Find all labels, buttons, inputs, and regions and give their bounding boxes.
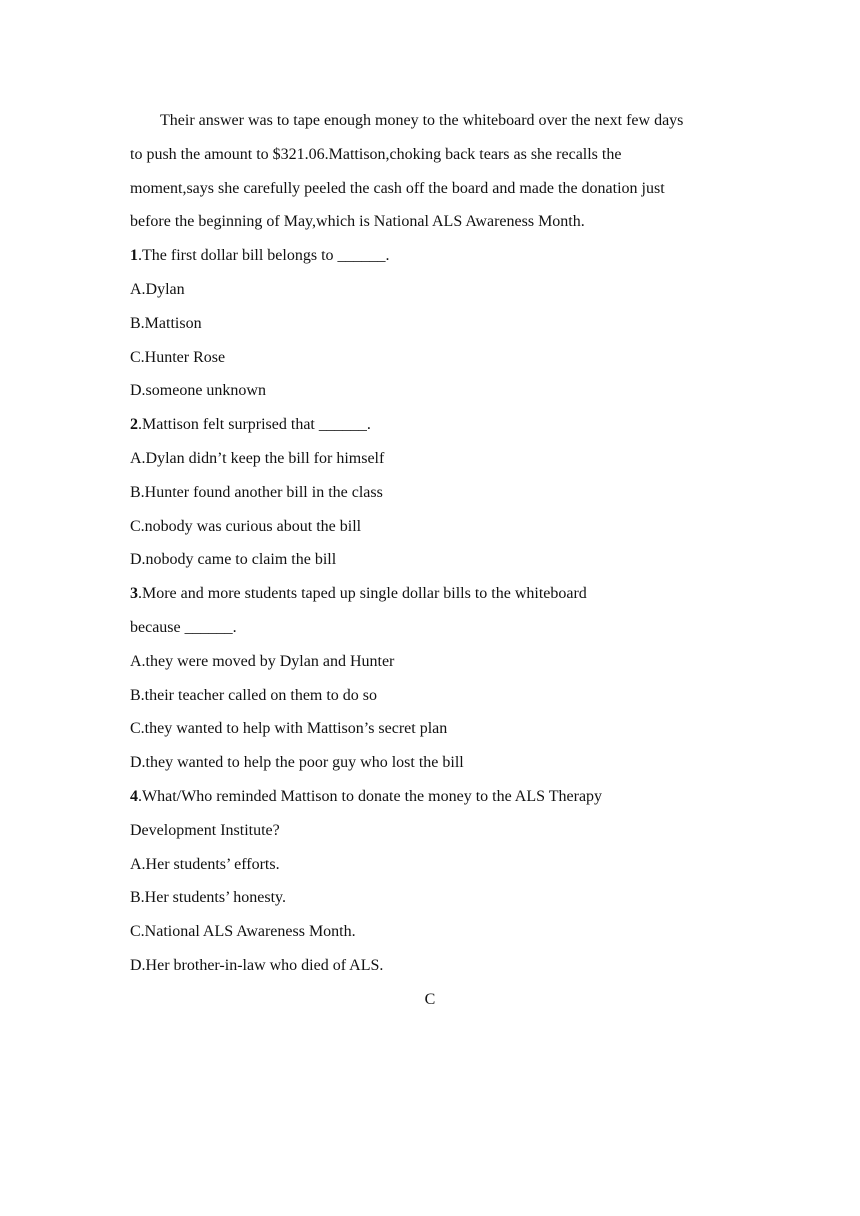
option-a: A.they were moved by Dylan and Hunter <box>130 652 395 670</box>
passage-paragraph <box>130 104 740 239</box>
passage-line: to push the amount to $321.06.Mattison,choking back tears as she recalls the <box>130 145 622 163</box>
option-d: D.Her brother-in-law who died of ALS. <box>130 956 384 974</box>
question-text: .Mattison felt surprised that ______. <box>138 416 371 434</box>
option-d: D.they wanted to help the poor guy who lost the bill <box>130 754 464 772</box>
option-a: A.Dylan <box>130 280 185 298</box>
question-text: .What/Who reminded Mattison to donate the money to the ALS Therapy <box>138 787 603 805</box>
option-c: C.nobody was curious about the bill <box>130 517 362 535</box>
option-b: B.Hunter found another bill in the class <box>130 483 383 501</box>
question-text: .More and more students taped up single dollar bills to the whiteboard <box>138 585 587 603</box>
question-1 <box>130 239 740 408</box>
option-c: C.Hunter Rose <box>130 348 226 366</box>
passage-line: moment,says she carefully peeled the cash off the board and made the donation just <box>130 179 665 197</box>
question-number: 4 <box>130 787 138 805</box>
question-stem <box>130 577 740 611</box>
option-c: C.National ALS Awareness Month. <box>130 923 356 941</box>
question-number: 1 <box>130 247 138 265</box>
question-number: 3 <box>130 585 138 603</box>
question-stem <box>130 408 740 442</box>
option-b: B.their teacher called on them to do so <box>130 686 378 704</box>
option-d: D.nobody came to claim the bill <box>130 551 337 569</box>
option-c: C.they wanted to help with Mattison’s secret plan <box>130 720 448 738</box>
section-heading: C <box>424 990 436 1008</box>
option-b: B.Mattison <box>130 314 202 332</box>
option-a: A.Her students’ efforts. <box>130 855 280 873</box>
question-stem <box>130 239 740 273</box>
option-b: B.Her students’ honesty. <box>130 889 286 907</box>
question-text-continued: Development Institute? <box>130 821 280 839</box>
question-text-continued: because ______. <box>130 618 237 636</box>
document-page <box>130 104 740 1017</box>
question-stem <box>130 780 740 814</box>
option-a: A.Dylan didn’t keep the bill for himself <box>130 449 385 467</box>
option-d: D.someone unknown <box>130 382 266 400</box>
question-number: 2 <box>130 416 138 434</box>
question-2 <box>130 408 740 577</box>
question-4 <box>130 780 740 983</box>
question-3 <box>130 577 740 780</box>
question-text: .The first dollar bill belongs to ______. <box>138 247 390 265</box>
passage-line: Their answer was to tape enough money to the whiteboard over the next few days <box>160 112 684 129</box>
passage-line: before the beginning of May,which is National ALS Awareness Month. <box>130 213 585 231</box>
